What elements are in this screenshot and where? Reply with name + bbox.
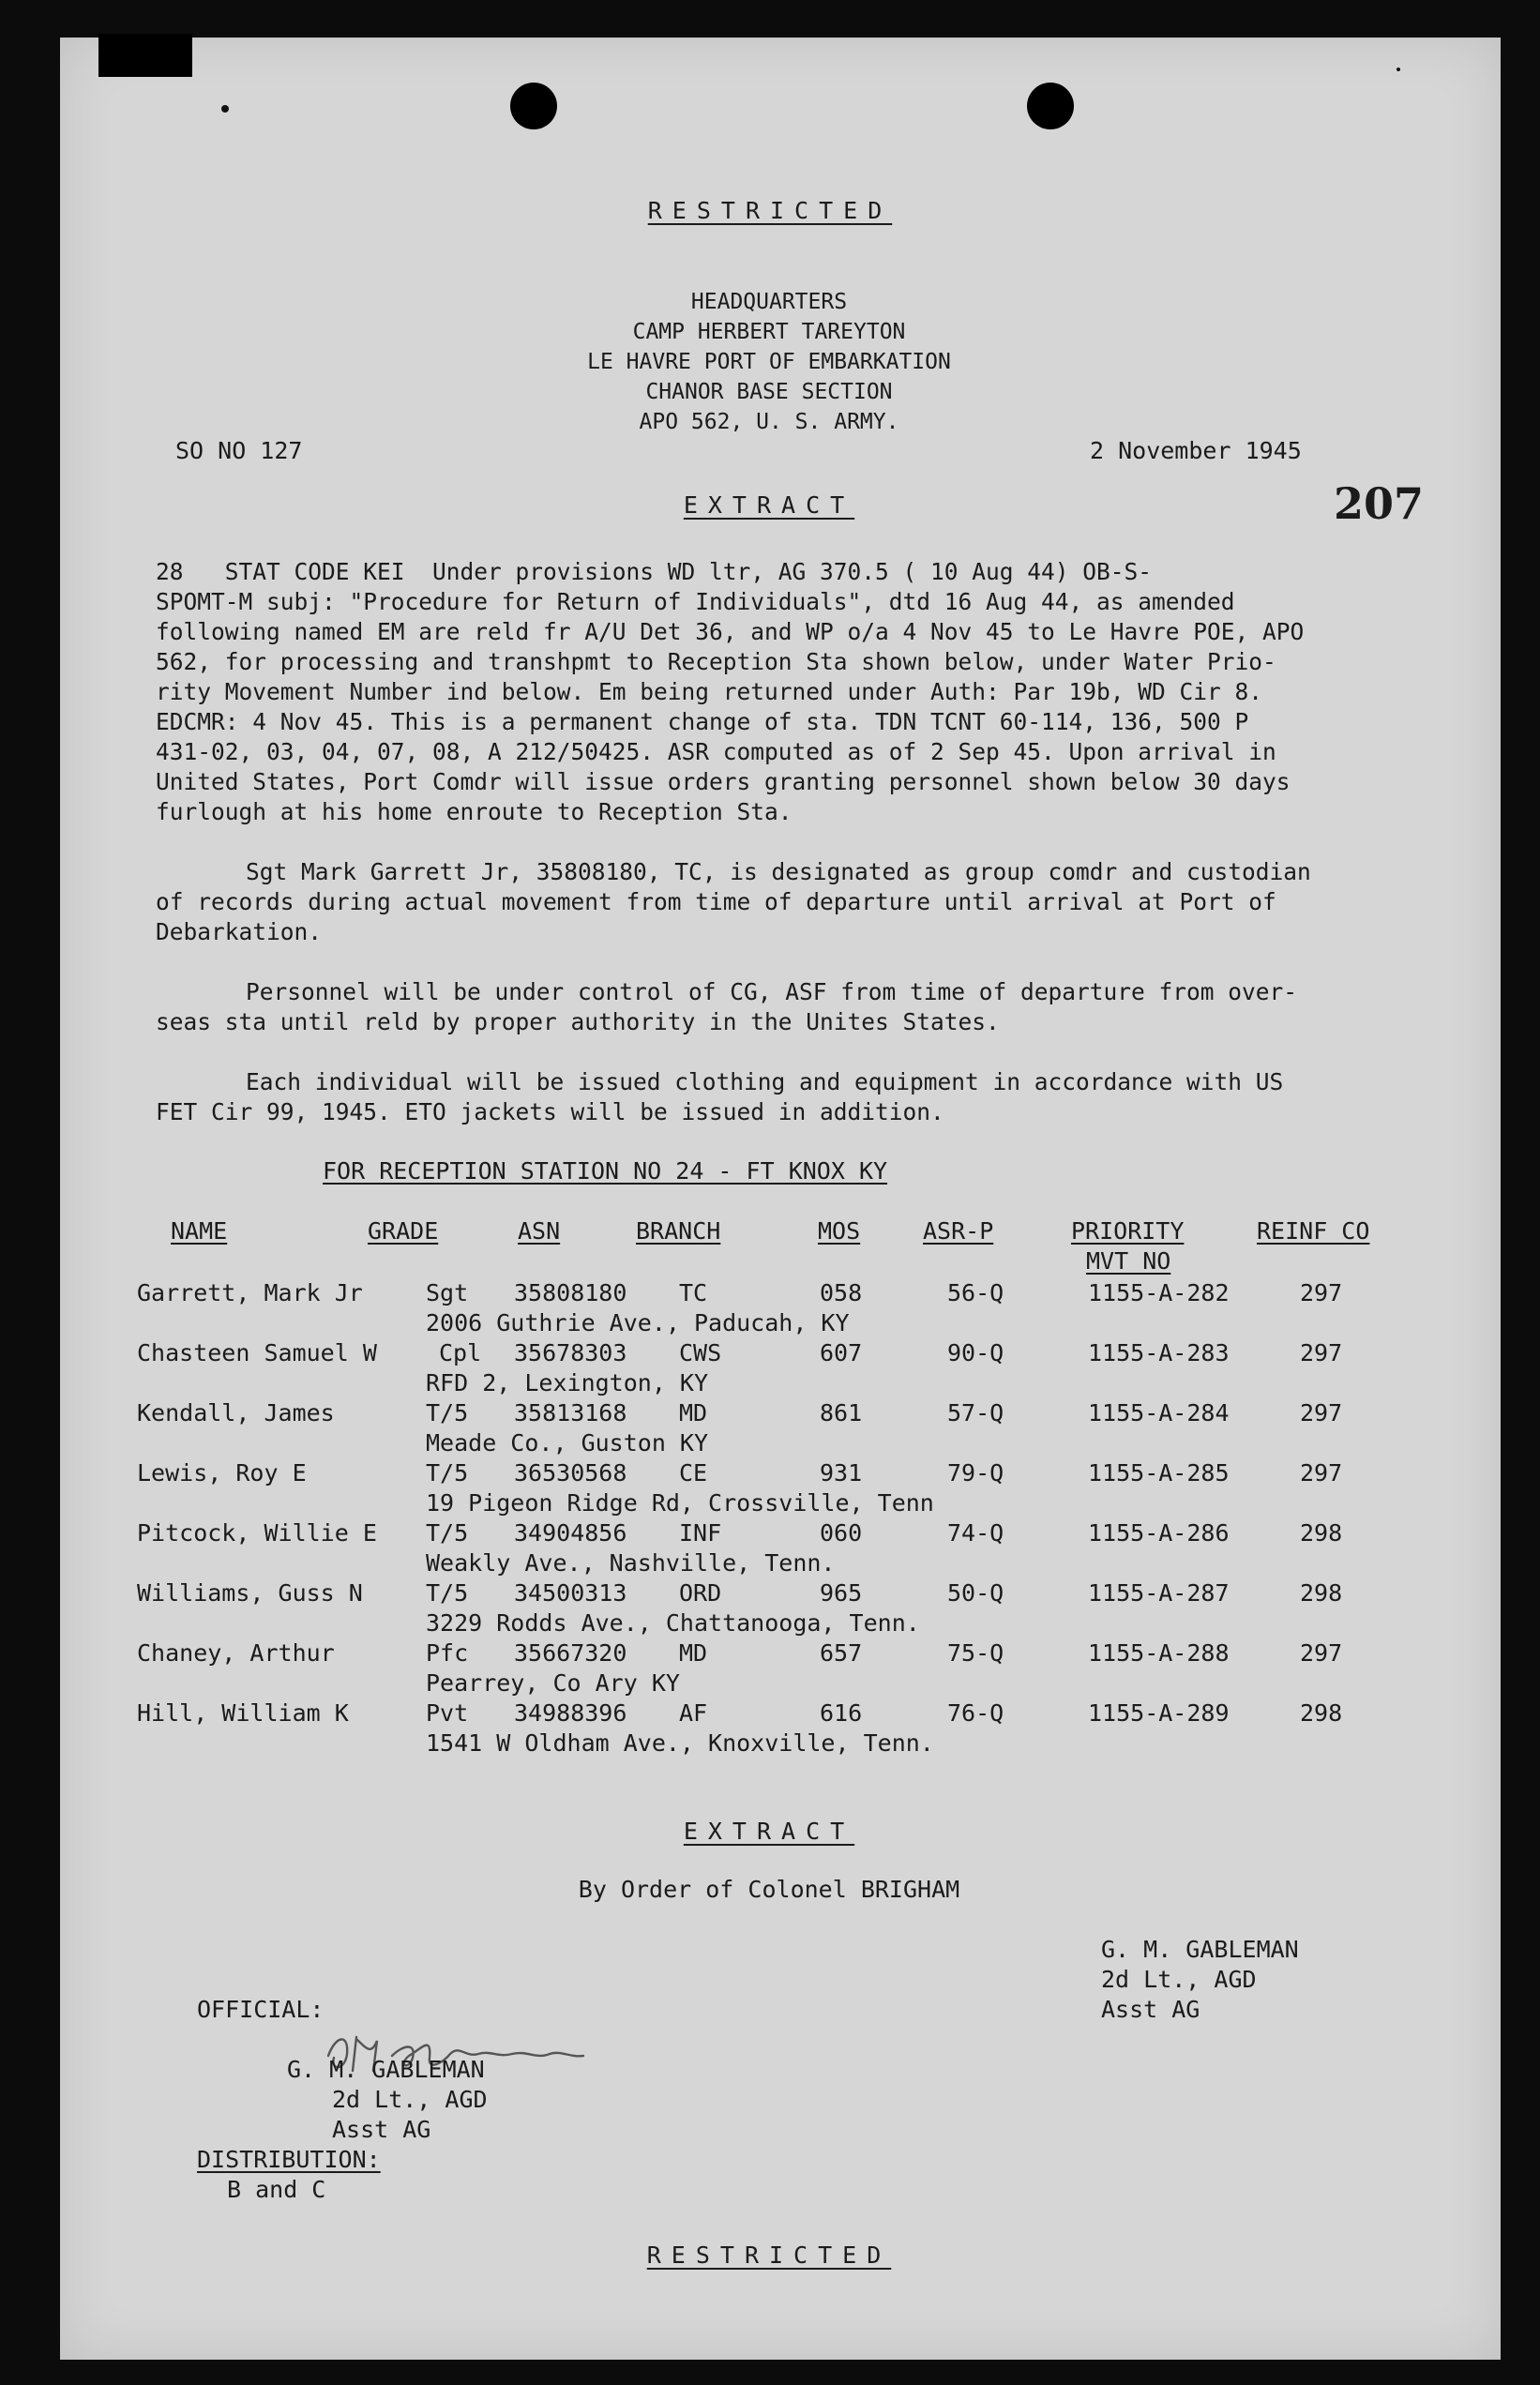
cell-asr-p: 76-Q [947, 1699, 1004, 1727]
cell-name: Chaney, Arthur [137, 1639, 335, 1667]
cell-branch: INF [679, 1519, 722, 1547]
paragraph-clothing-line: Each individual will be issued clothing and equipment in accordance with US [246, 1068, 1284, 1095]
paragraph-main-line: SPOMT-M subj: "Procedure for Return of Individuals", dtd 16 Aug 44, as amended [156, 588, 1235, 615]
cell-branch: TC [679, 1279, 708, 1306]
cell-address: RFD 2, Lexington, KY [426, 1369, 709, 1396]
order-number: SO NO 127 [175, 437, 303, 464]
cell-grade: T/5 [426, 1399, 469, 1426]
cell-asn: 34904856 [514, 1519, 627, 1547]
cell-priority: 1155-A-287 [1088, 1579, 1230, 1607]
cell-asn: 36530568 [514, 1459, 627, 1487]
cell-asr-p: 57-Q [947, 1399, 1004, 1426]
punch-hole-left [510, 83, 557, 129]
cell-grade: Sgt [426, 1279, 469, 1306]
cell-priority: 1155-A-288 [1088, 1639, 1230, 1667]
cell-name: Garrett, Mark Jr [137, 1279, 363, 1306]
cell-mos: 931 [820, 1459, 863, 1487]
hq-line: LE HAVRE PORT OF EMBARKATION [587, 350, 951, 374]
paragraph-clothing-line: FET Cir 99, 1945. ETO jackets will be issued in addition. [156, 1098, 944, 1125]
cell-branch: MD [679, 1399, 708, 1426]
cell-priority: 1155-A-289 [1088, 1699, 1230, 1727]
distribution-value: B and C [227, 2176, 326, 2203]
hq-line: HEADQUARTERS [690, 290, 848, 314]
hq-line: APO 562, U. S. ARMY. [639, 410, 899, 434]
cell-reinf-co: 298 [1300, 1579, 1343, 1607]
cell-reinf-co: 298 [1300, 1519, 1343, 1547]
paragraph-main-line: United States, Port Comdr will issue orders granting personnel shown below 30 days [156, 768, 1291, 795]
official-title: Asst AG [332, 2116, 431, 2143]
cell-mos: 060 [820, 1519, 863, 1547]
cell-mos: 616 [820, 1699, 863, 1727]
cell-address: 1541 W Oldham Ave., Knoxville, Tenn. [426, 1729, 934, 1757]
column-header-mvt-no: MVT NO [1086, 1247, 1171, 1275]
cell-asn: 35808180 [514, 1279, 627, 1306]
column-header-grade: GRADE [368, 1217, 439, 1245]
redaction-tape [98, 34, 192, 77]
column-header-name: NAME [171, 1217, 228, 1245]
cell-asn: 34988396 [514, 1699, 627, 1727]
paragraph-main-line: 28 STAT CODE KEI Under provisions WD ltr, AG 370.5 ( 10 Aug 44) OB-S- [156, 558, 1153, 585]
cell-address: 3229 Rodds Ave., Chattanooga, Tenn. [426, 1609, 920, 1637]
cell-priority: 1155-A-284 [1088, 1399, 1230, 1426]
paragraph-main-line: EDCMR: 4 Nov 45. This is a permanent change of sta. TDN TCNT 60-114, 136, 500 P [156, 708, 1249, 735]
paragraph-main-line: furlough at his home enroute to Reception Sta. [156, 798, 793, 825]
cell-reinf-co: 297 [1300, 1279, 1343, 1306]
cell-reinf-co: 297 [1300, 1459, 1343, 1487]
cell-asr-p: 90-Q [947, 1339, 1004, 1366]
cell-grade: Pfc [426, 1639, 469, 1667]
paragraph-control-line: seas sta until reld by proper authority in the Unites States. [156, 1008, 1000, 1035]
classification-bottom: RESTRICTED [646, 2242, 892, 2269]
signer-rank: 2d Lt., AGD [1101, 1966, 1257, 1993]
column-header-mos: MOS [818, 1217, 861, 1245]
signer-name: G. M. GABLEMAN [1101, 1936, 1299, 1963]
cell-asr-p: 74-Q [947, 1519, 1004, 1547]
cell-mos: 607 [820, 1339, 863, 1366]
cell-asn: 35678303 [514, 1339, 627, 1366]
paragraph-main-line: 562, for processing and transhpmt to Reception Sta shown below, under Water Prio- [156, 648, 1276, 675]
cell-asr-p: 75-Q [947, 1639, 1004, 1667]
cell-grade: Pvt [426, 1699, 469, 1727]
cell-reinf-co: 297 [1300, 1339, 1343, 1366]
official-label: OFFICIAL: [197, 1996, 325, 2023]
ink-speck [1397, 68, 1400, 71]
column-header-branch: BRANCH [636, 1217, 721, 1245]
cell-name: Williams, Guss N [137, 1579, 363, 1607]
cell-mos: 058 [820, 1279, 863, 1306]
cell-asr-p: 56-Q [947, 1279, 1004, 1306]
cell-address: 19 Pigeon Ridge Rd, Crossville, Tenn [426, 1489, 934, 1517]
cell-grade: T/5 [426, 1519, 469, 1547]
signer-title: Asst AG [1101, 1996, 1200, 2023]
cell-reinf-co: 297 [1300, 1399, 1343, 1426]
ink-speck [221, 105, 229, 113]
extract-title-bottom: EXTRACT [683, 1818, 855, 1845]
paragraph-control-line: Personnel will be under control of CG, ASF from time of departure from over- [246, 978, 1298, 1005]
cell-reinf-co: 297 [1300, 1639, 1343, 1667]
column-header-priority: PRIORITY [1071, 1217, 1185, 1245]
page-number: 207 [1334, 478, 1425, 529]
cell-branch: MD [679, 1639, 708, 1667]
cell-asn: 34500313 [514, 1579, 627, 1607]
distribution-label: DISTRIBUTION: [197, 2146, 381, 2173]
official-rank: 2d Lt., AGD [332, 2086, 488, 2113]
cell-branch: CWS [679, 1339, 722, 1366]
column-header-asn: ASN [518, 1217, 561, 1245]
cell-name: Pitcock, Willie E [137, 1519, 377, 1547]
classification-top: RESTRICTED [647, 197, 893, 224]
cell-mos: 965 [820, 1579, 863, 1607]
cell-branch: CE [679, 1459, 708, 1487]
cell-grade: T/5 [426, 1459, 469, 1487]
hq-line: CHANOR BASE SECTION [645, 380, 893, 404]
hq-line: CAMP HERBERT TAREYTON [632, 320, 906, 344]
cell-name: Kendall, James [137, 1399, 335, 1426]
reception-station-heading: FOR RECEPTION STATION NO 24 - FT KNOX KY [323, 1157, 888, 1185]
cell-asn: 35813168 [514, 1399, 627, 1426]
cell-name: Lewis, Roy E [137, 1459, 307, 1487]
order-date: 2 November 1945 [1090, 437, 1302, 464]
paragraph-group-comdr-line: Debarkation. [156, 918, 323, 945]
cell-branch: AF [679, 1699, 708, 1727]
cell-priority: 1155-A-283 [1088, 1339, 1230, 1366]
cell-asn: 35667320 [514, 1639, 627, 1667]
by-order-line: By Order of Colonel BRIGHAM [578, 1876, 960, 1903]
cell-priority: 1155-A-282 [1088, 1279, 1230, 1306]
official-name: G. M. GABLEMAN [287, 2056, 485, 2083]
cell-asr-p: 50-Q [947, 1579, 1004, 1607]
cell-address: Meade Co., Guston KY [426, 1429, 709, 1457]
cell-address: 2006 Guthrie Ave., Paducah, KY [426, 1309, 850, 1336]
cell-priority: 1155-A-285 [1088, 1459, 1230, 1487]
paragraph-group-comdr-line: of records during actual movement from time of departure until arrival at Port of [156, 888, 1276, 915]
cell-asr-p: 79-Q [947, 1459, 1004, 1487]
cell-name: Hill, William K [137, 1699, 349, 1727]
cell-priority: 1155-A-286 [1088, 1519, 1230, 1547]
punch-hole-right [1027, 83, 1074, 129]
paragraph-main-line: 431-02, 03, 04, 07, 08, A 212/50425. ASR computed as of 2 Sep 45. Upon arrival in [156, 738, 1276, 765]
cell-reinf-co: 298 [1300, 1699, 1343, 1727]
paragraph-main-line: following named EM are reld fr A/U Det 36, and WP o/a 4 Nov 45 to Le Havre POE, APO [156, 618, 1305, 645]
paragraph-main-line: rity Movement Number ind below. Em being returned under Auth: Par 19b, WD Cir 8. [156, 678, 1263, 705]
cell-mos: 657 [820, 1639, 863, 1667]
paragraph-group-comdr-line: Sgt Mark Garrett Jr, 35808180, TC, is designated as group comdr and custodian [246, 858, 1311, 885]
extract-title: EXTRACT [683, 491, 855, 519]
column-header-asr-p: ASR-P [923, 1217, 994, 1245]
cell-branch: ORD [679, 1579, 722, 1607]
cell-mos: 861 [820, 1399, 863, 1426]
cell-address: Pearrey, Co Ary KY [426, 1669, 680, 1697]
cell-grade: T/5 [426, 1579, 469, 1607]
column-header-reinf-co: REINF CO [1257, 1217, 1370, 1245]
cell-name: Chasteen Samuel W [137, 1339, 377, 1366]
cell-grade: Cpl [439, 1339, 482, 1366]
cell-address: Weakly Ave., Nashville, Tenn. [426, 1549, 836, 1577]
